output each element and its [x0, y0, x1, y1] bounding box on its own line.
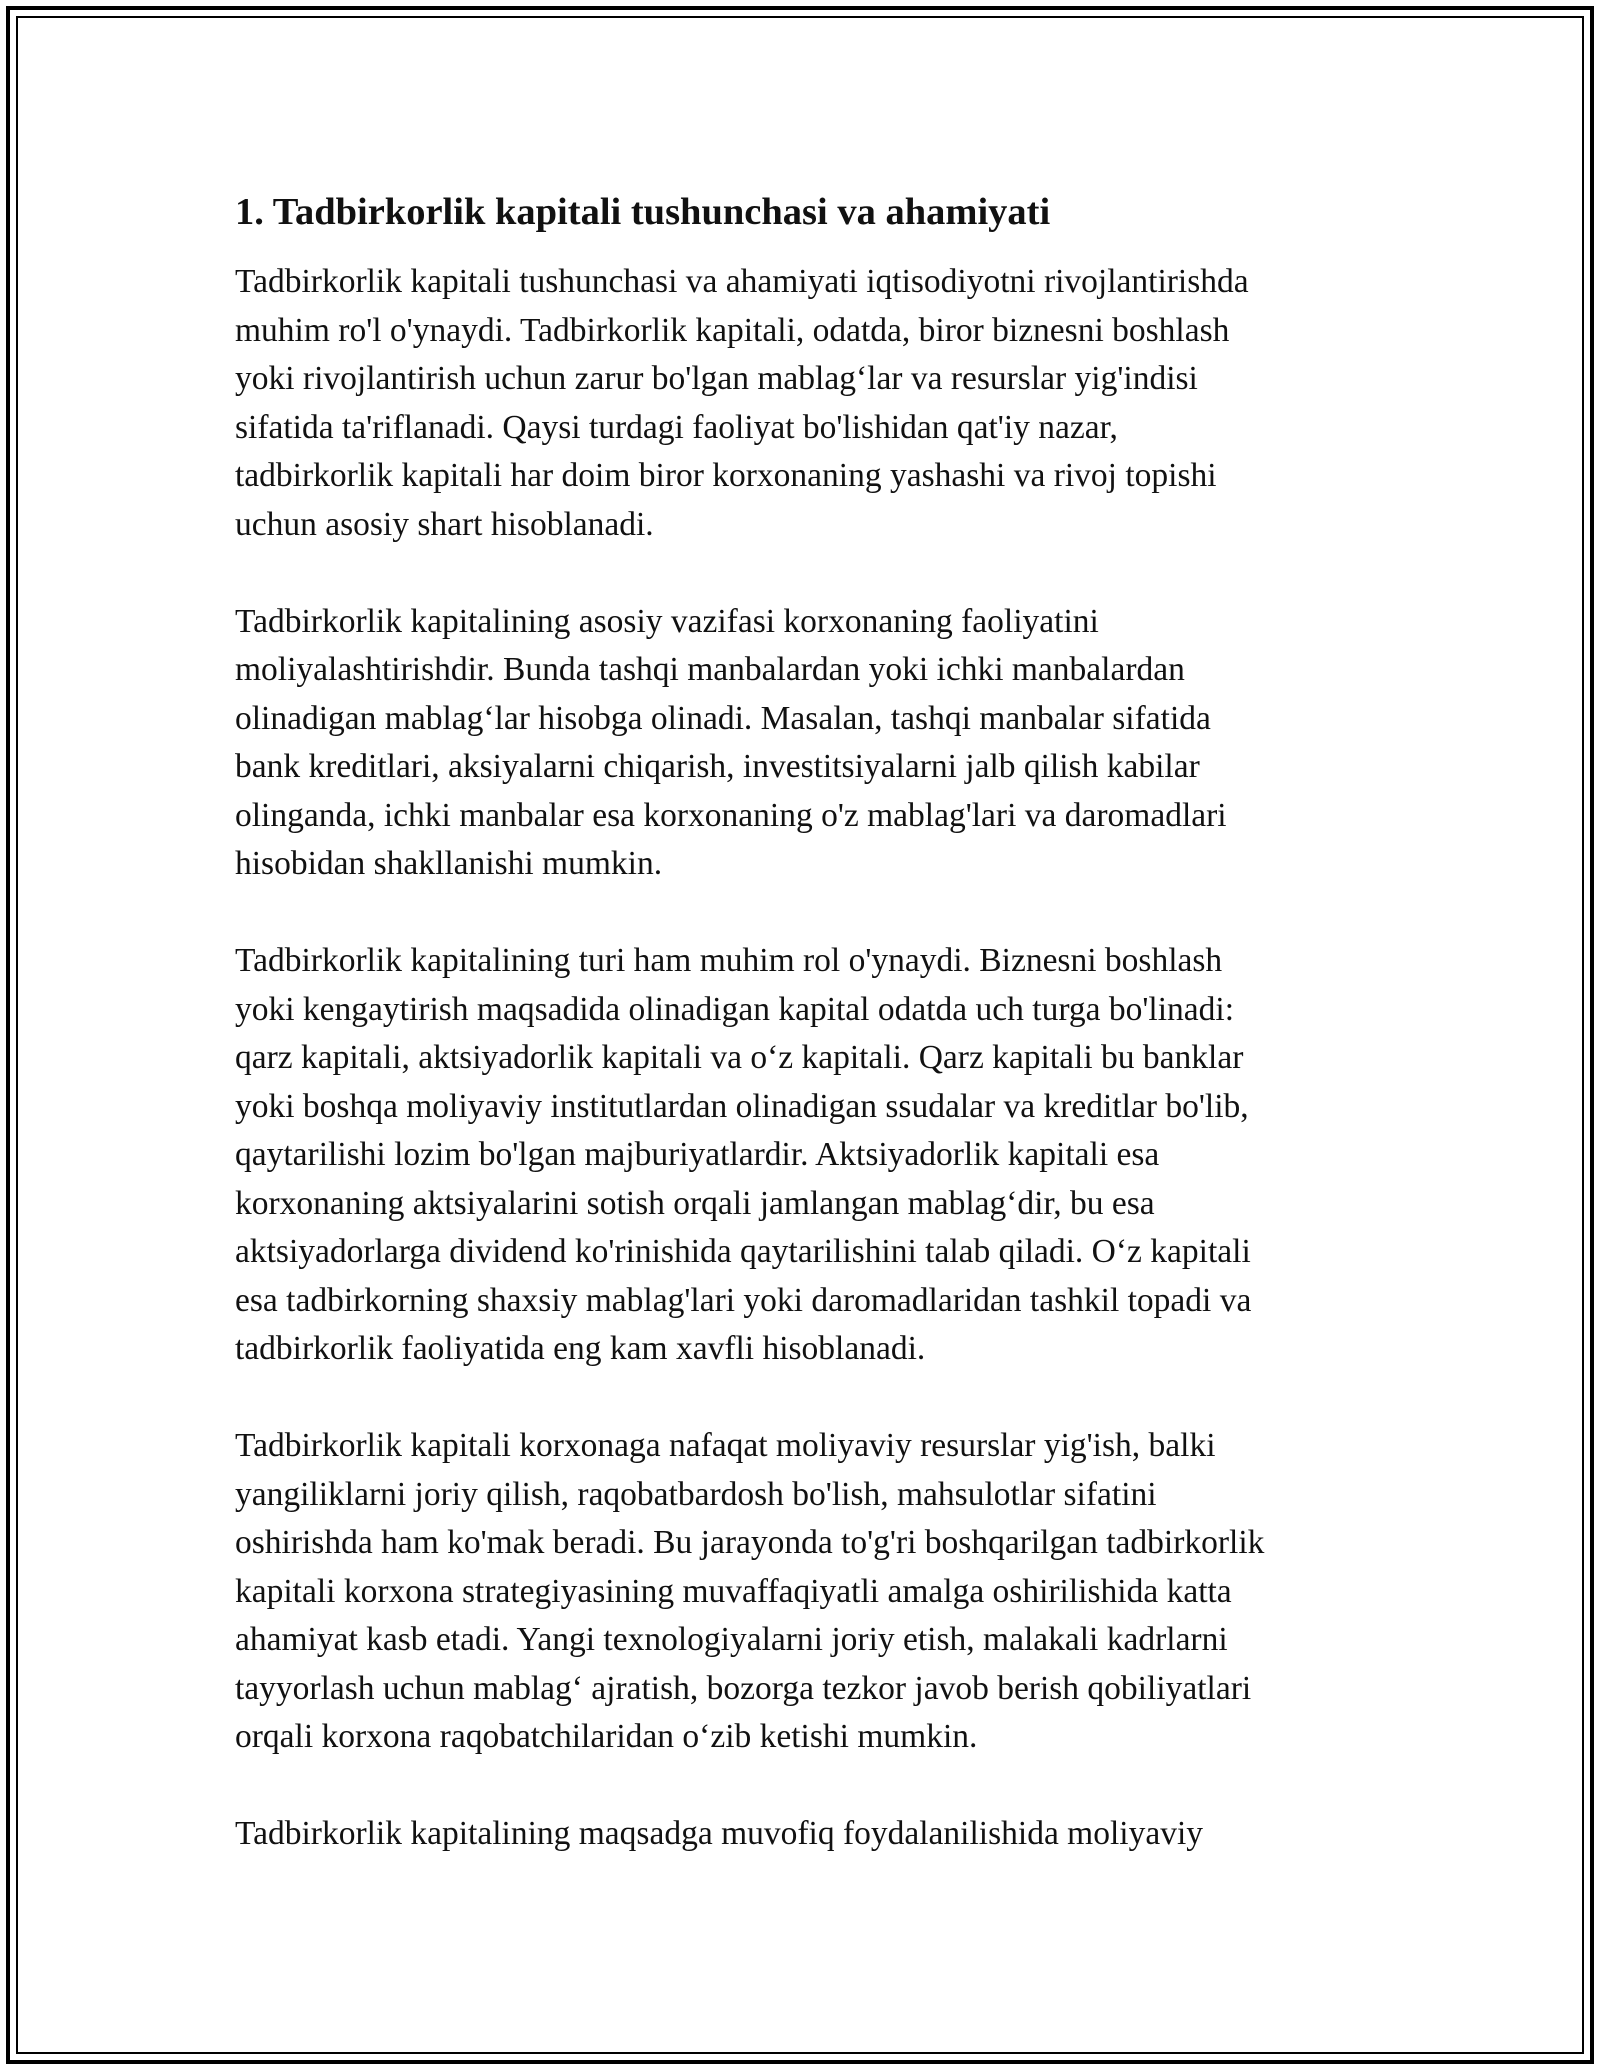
text-line: yoki boshqa moliyaviy institutlardan olinadigan ssudalar va kreditlar bo'lib, — [235, 1087, 1249, 1125]
text-line: muhim ro'l o'ynaydi. Tadbirkorlik kapitali, odatda, biror biznesni boshlash — [235, 311, 1230, 349]
paragraph-5 — [235, 1810, 1375, 1859]
text-line: esa tadbirkorning shaxsiy mablag'lari yoki daromadlaridan tashkil topadi va — [235, 1281, 1252, 1319]
text-line: sifatida ta'riflanadi. Qaysi turdagi faoliyat bo'lishidan qat'iy nazar, — [235, 408, 1118, 446]
text-line: hisobidan shakllanishi mumkin. — [235, 845, 663, 882]
text-line: tayyorlash uchun mablag‘ ajratish, bozorga tezkor javob berish qobiliyatlari — [235, 1669, 1252, 1707]
text-line: yoki kengaytirish maqsadida olinadigan kapital odatda uch turga bo'linadi: — [235, 990, 1235, 1028]
paragraph-3 — [235, 937, 1375, 1374]
text-line: Tadbirkorlik kapitalining maqsadga muvofiq foydalanilishida moliyaviy — [235, 1815, 1204, 1852]
text-line: olinganda, ichki manbalar esa korxonaning o'z mablag'lari va daromadlari — [235, 796, 1227, 834]
text-line: oshirishda ham ko'mak beradi. Bu jarayonda to'g'ri boshqarilgan tadbirkorlik — [235, 1524, 1265, 1561]
text-line: olinadigan mablag‘lar hisobga olinadi. Masalan, tashqi manbalar sifatida — [235, 699, 1211, 737]
text-line: bank kreditlari, aksiyalarni chiqarish, investitsiyalarni jalb qilish kabilar — [235, 748, 1200, 785]
section-heading: 1. Tadbirkorlik kapitali tushunchasi va ahamiyati — [235, 191, 1051, 233]
text-line: korxonaning aktsiyalarini sotish orqali jamlangan mablag‘dir, bu esa — [235, 1184, 1155, 1222]
text-line: yoki rivojlantirish uchun zarur bo'lgan mablag‘lar va resurslar yig'indisi — [235, 360, 1198, 397]
text-line: moliyalashtirishdir. Bunda tashqi manbalardan yoki ichki manbalardan — [235, 651, 1185, 688]
text-line: orqali korxona raqobatchilaridan o‘zib ketishi mumkin. — [235, 1718, 978, 1755]
paragraph-list — [235, 258, 1375, 1859]
text-line: aktsiyadorlarga dividend ko'rinishida qaytarilishini talab qiladi. O‘z kapitali — [235, 1233, 1251, 1270]
text-line: tadbirkorlik kapitali har doim biror korxonaning yashashi va rivoj topishi — [235, 457, 1217, 494]
text-line: yangiliklarni joriy qilish, raqobatbardosh bo'lish, mahsulotlar sifatini — [235, 1475, 1157, 1513]
document-body — [235, 188, 1375, 1907]
text-line: qaytarilishi lozim bo'lgan majburiyatlardir. Aktsiyadorlik kapitali esa — [235, 1136, 1160, 1173]
text-line: tadbirkorlik faoliyatida eng kam xavfli hisoblanadi. — [235, 1330, 926, 1367]
text-line: ahamiyat kasb etadi. Yangi texnologiyalarni joriy etish, malakali kadrlarni — [235, 1621, 1228, 1658]
text-line: Tadbirkorlik kapitalining asosiy vazifasi korxonaning faoliyatini — [235, 602, 1099, 640]
text-line: qarz kapitali, aktsiyadorlik kapitali va o‘z kapitali. Qarz kapitali bu banklar — [235, 1039, 1244, 1076]
text-line: Tadbirkorlik kapitali korxonaga nafaqat moliyaviy resurslar yig'ish, balki — [235, 1427, 1216, 1464]
text-line: kapitali korxona strategiyasining muvaffaqiyatli amalga oshirilishida katta — [235, 1572, 1232, 1610]
text-line: Tadbirkorlik kapitali tushunchasi va ahamiyati iqtisodiyotni rivojlantirishda — [235, 263, 1249, 300]
paragraph-4 — [235, 1422, 1375, 1762]
text-line: Tadbirkorlik kapitalining turi ham muhim rol o'ynaydi. Biznesni boshlash — [235, 942, 1223, 979]
text-line: uchun asosiy shart hisoblanadi. — [235, 505, 654, 543]
paragraph-2 — [235, 598, 1375, 889]
paragraph-1 — [235, 258, 1375, 549]
